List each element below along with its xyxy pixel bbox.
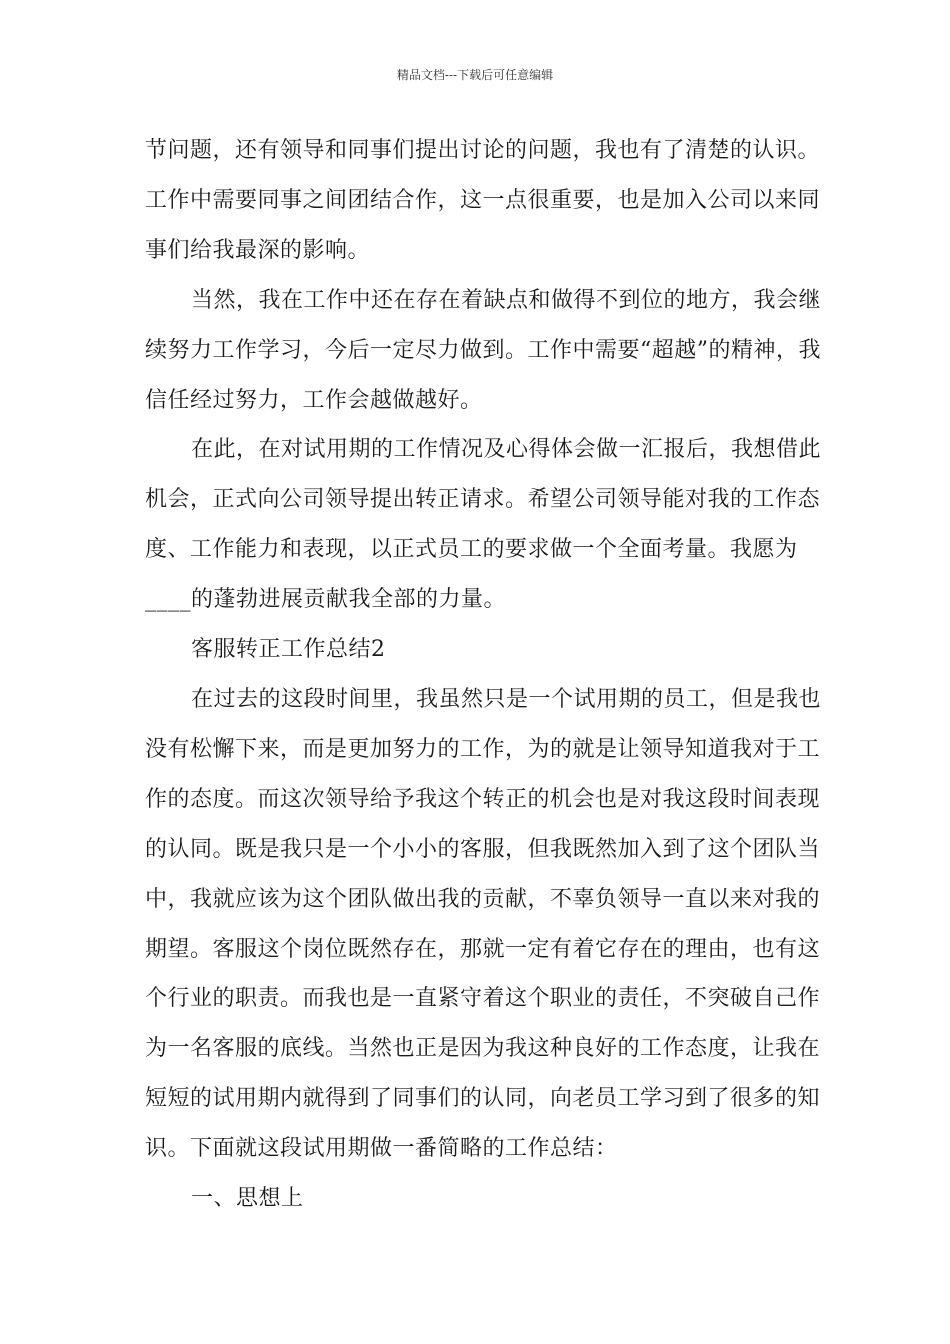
paragraph-1: 节问题，还有领导和同事们提出讨论的问题，我也有了清楚的认识。工作中需要同事之间团结合作，这一点很重要，也是加入公司以来同事们给我最深的影响。	[145, 138, 821, 263]
document-body	[145, 126, 835, 1224]
section-heading: 一、思想上	[191, 1186, 304, 1212]
paragraph-2: 当然，我在工作中还在存在着缺点和做得不到位的地方，我会继续努力工作学习，今后一定尽力做到。工作中需要“超越”的精神，我信任经过努力，工作会越做越好。	[145, 287, 822, 413]
paragraph-3: 在此，在对试用期的工作情况及心得体会做一汇报后，我想借此机会，正式向公司领导提出转正请求。希望公司领导能对我的工作态度、工作能力和表现，以正式员工的要求做一个全面考量。我愿为____的蓬勃进展贡献我全部的力量。	[145, 437, 822, 613]
page-header: 精品文档---下载后可任意编辑	[396, 68, 554, 82]
section-title: 客服转正工作总结2	[191, 637, 386, 663]
paragraph-4: 在过去的这段时间里，我虽然只是一个试用期的员工，但是我也没有松懈下来，而是更加努力的工作，为的就是让领导知道我对于工作的态度。而这次领导给予我这个转正的机会也是对我这段时间表现的认同。既是我只是一个小小的客服，但我既然加入到了这个团队当中，我就应该为这个团队做出我的贡献，不辜负领导一直以来对我的期望。客服这个岗位既然存在，那就一定有着它存在的理由，也有这个行业的职责。而我也是一直紧守着这个职业的责任，不突破自己作为一名客服的底线。当然也正是因为我这种良好的工作态度，让我在短短的试用期内就得到了同事们的认同，向老员工学习到了很多的知识。下面就这段试用期做一番简略的工作总结：	[145, 686, 822, 1162]
